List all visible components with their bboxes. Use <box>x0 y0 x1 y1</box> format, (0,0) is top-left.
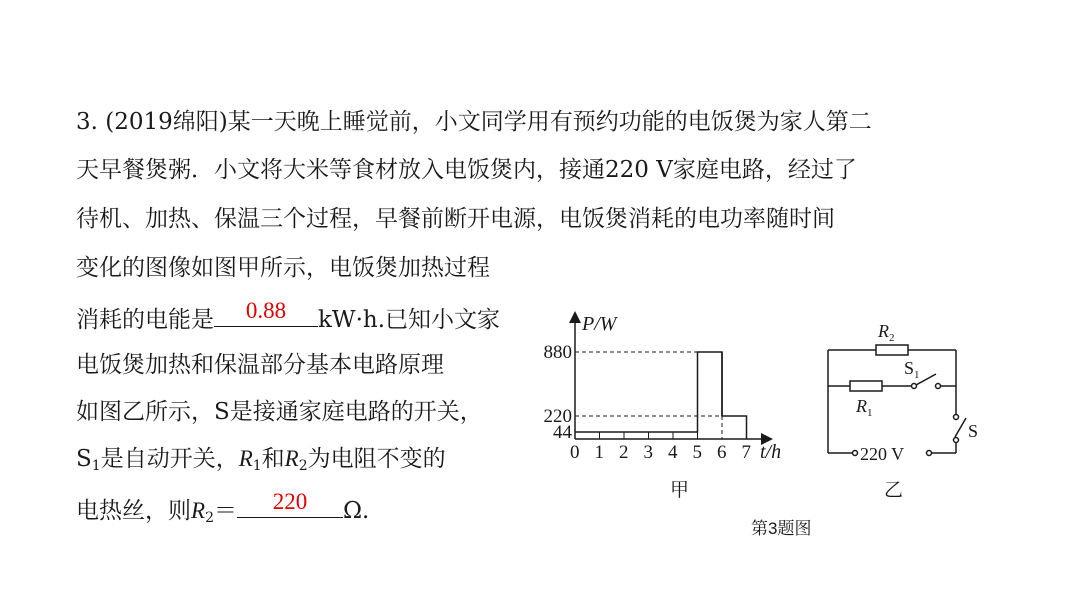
x-tick-label: 2 <box>619 442 629 463</box>
problem-line-2: 天早餐煲粥．小文将大米等食材放入电饭煲内，接通220 V家庭电路，经过了 <box>76 157 857 183</box>
problem-line-6: 电饭煲加热和保温部分基本电路原理 <box>76 352 444 378</box>
s-contact-top <box>954 415 959 420</box>
answer-1: 0.88 <box>245 298 287 323</box>
label-s1: $S_1$ <box>904 358 920 381</box>
line9-post: Ω. <box>342 498 370 524</box>
resistor-r2 <box>876 345 908 355</box>
line5-pre: 消耗的电能是 <box>76 307 214 333</box>
s1-contact-right <box>936 384 941 389</box>
problem-line-1: 3. (2019绵阳)某一天晚上睡觉前，小文同学用有预约功能的电饭煲为家人第二 <box>76 109 872 135</box>
x-tick-label: 3 <box>643 442 653 463</box>
y-tick-label: 44 <box>553 422 572 443</box>
x-tick-label: 1 <box>594 442 604 463</box>
problem-line-3: 待机、加热、保温三个过程，早餐前断开电源，电饭煲消耗的电功率随时间 <box>76 206 835 232</box>
y-axis-label: P/W <box>582 313 617 335</box>
resistor-r1 <box>850 381 882 391</box>
x-axis-label: t/h <box>760 441 782 463</box>
answer-blank-2 <box>237 491 343 518</box>
y-tick-label: 220 <box>543 406 572 427</box>
problem-line-7: 如图乙所示，S是接通家庭电路的开关， <box>76 399 483 425</box>
s1-subscript: 1 <box>91 458 101 474</box>
r1-subscript: 1 <box>252 458 262 474</box>
label-r1: $R_1$ <box>856 396 873 419</box>
figure-caption: 第3题图 <box>751 519 812 538</box>
s1-symbol: S <box>76 446 92 472</box>
r1-symbol: R <box>238 446 253 471</box>
s-contact-bottom <box>954 438 959 443</box>
s1-contact-left <box>912 384 917 389</box>
x-tick-label: 6 <box>717 442 727 463</box>
switch-s <box>955 418 966 437</box>
x-tick-label: 0 <box>570 442 580 463</box>
y-tick-label: 880 <box>543 342 572 363</box>
figure-yi-caption: 乙 <box>884 480 904 500</box>
problem-line-4: 变化的图像如图甲所示，电饭煲加热过程 <box>76 255 490 281</box>
problem-line-5 <box>76 300 500 335</box>
power-step-line <box>575 352 747 439</box>
r2-subscript: 2 <box>298 458 308 474</box>
figure-yi-circuit <box>812 310 992 500</box>
label-r2: $R_2$ <box>878 321 895 344</box>
terminal-right <box>927 451 932 456</box>
figure-jia-caption: 甲 <box>670 480 690 501</box>
x-tick-label: 5 <box>692 442 702 463</box>
label-s: S <box>968 421 979 441</box>
label-voltage: 220 V <box>860 444 905 464</box>
line8-b: 为电阻不变的 <box>307 446 446 472</box>
x-tick-label: 4 <box>668 442 678 463</box>
line5-post: kW·h.已知小文家 <box>318 307 501 333</box>
x-tick-label: 7 <box>741 442 751 463</box>
r2-symbol: R <box>284 446 299 471</box>
answer-2: 220 <box>272 489 308 514</box>
problem-line-8 <box>76 444 446 481</box>
figure-jia-chart <box>520 306 810 506</box>
line8-a: 是自动开关， <box>100 446 239 472</box>
r2-subscript-q: 2 <box>205 510 214 526</box>
r2-symbol-q: R <box>191 498 206 523</box>
problem-line-9 <box>76 491 369 533</box>
line8-and: 和 <box>261 446 285 472</box>
terminal-left <box>853 451 858 456</box>
answer-blank-1 <box>214 300 318 327</box>
equals-sign: ＝ <box>213 498 237 524</box>
line9-pre: 电热丝，则 <box>76 498 191 524</box>
